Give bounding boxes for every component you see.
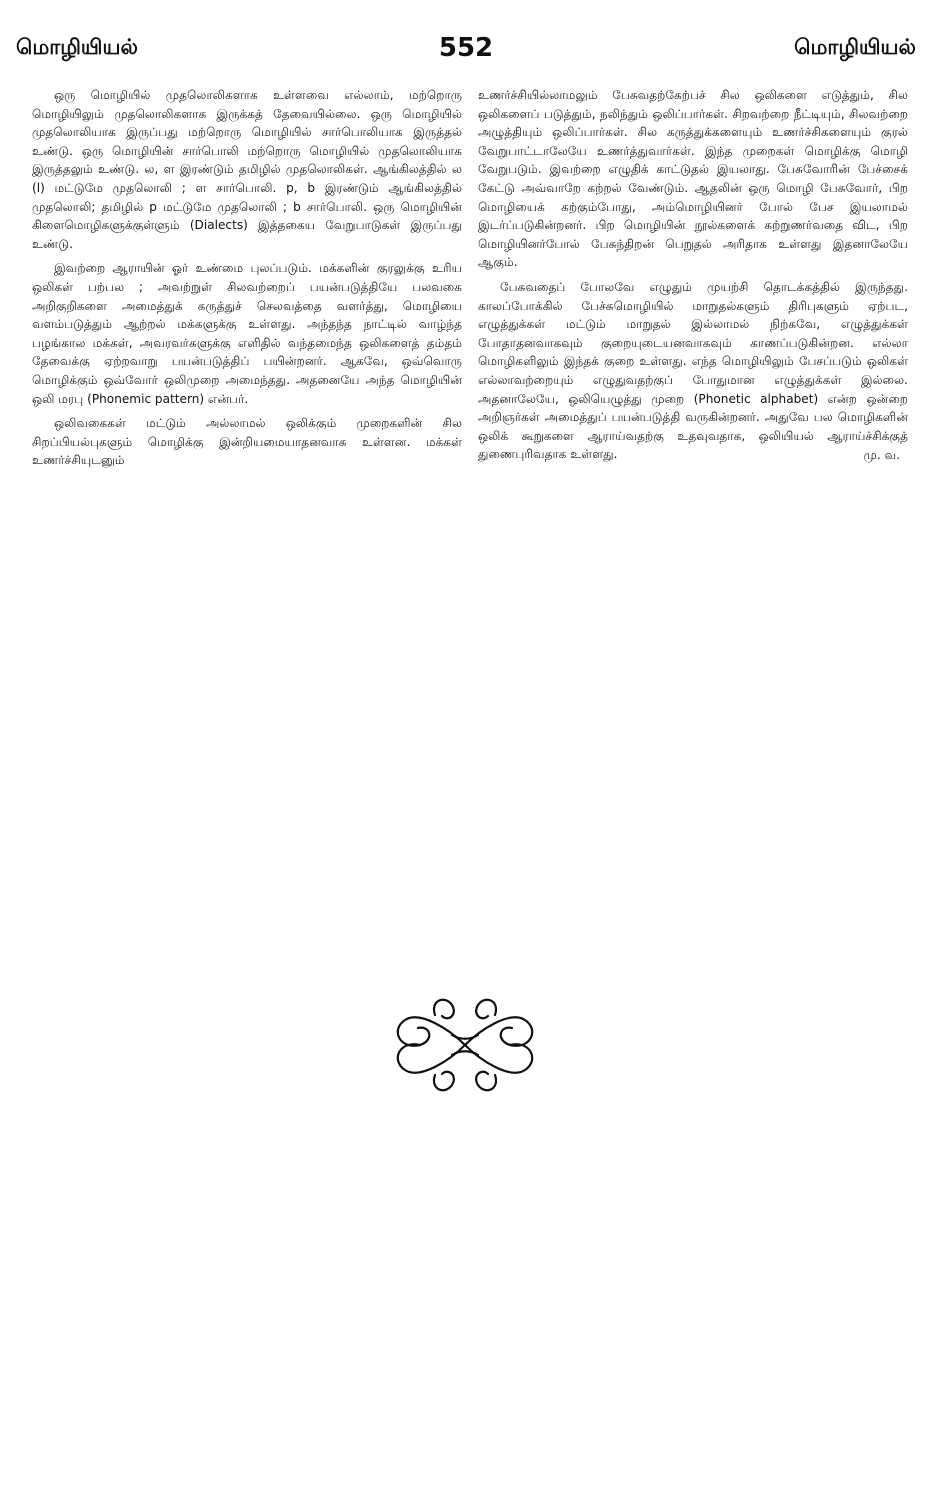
right-paragraph-2: பேசுவதைப் போலவே எழுதும் முயற்சி தொடக்கத்தில் இருந்தது. காலப்போக்கில் பேச்சுமொழியில் மாறுதல்களும் திரிபுகளும் ஏற்பட, எழுத்துக்கள் மட்டும் மாறுதல் இல்லாமல் நிற்கவே, எழுத்துக்கள் போதாதனவாகவும் குறையுடையனவாகவும் காணப்படுகின்றன. எல்லா மொழிகளிலும் இந்தக் குறை உள்ளது. எந்த மொழியிலும் பேசப்படும் ஒலிகள் எல்லாவற்றையும் எழுதுவதற்குப் போதுமான எழுத்துக்கள் இல்லை. அதனாலேயே, ஒலியெழுத்து முறை (Phonetic alphabet) என்ற ஒன்றை அறிஞர்கள் அமைத்துப் பயன்படுத்தி வருகின்றனர். அதுவே பல மொழிகளின் ஒலிக் கூறுகளை ஆராய்வதற்கு உதவுவதாக, ஒலியியல் ஆராய்ச்சிக்குத் துணைபுரிவதாக உள்ளது.: [478, 279, 908, 462]
left-paragraph-2: இவற்றை ஆராயின் ஓர் உண்மை புலப்படும். மக்களின் குரலுக்கு உரிய ஒலிகள் பற்பல ; அவற்றுள் சிலவற்றைப் பயன்படுத்தியே பலவகை அறிகுறிகளை அமைத்துக் கருத்துச் செலவத்தை வளர்த்து, மொழியை வளம்படுத்தும் ஆற்றல் மக்களுக்கு உள்ளது. அந்தந்த நாட்டில் வாழ்ந்த பழங்கால மக்கள், அவரவர்களுக்கு எளிதில் வந்தமைந்த ஒலிகளைத் தம்தம் தேவைக்கு ஏற்றவாறு பயன்படுத்திப் பயின்றனர். ஆகவே, ஒவ்வொரு மொழிக்கும் ஒவ்வோர் ஒலிமுறை அமைந்தது. அதனையே அந்த மொழியின் ஒலி மரபு (Phonemic pattern) என்பர்.: [32, 261, 462, 406]
page-header: [16, 28, 916, 68]
header-left-title: மொழியியல்: [16, 34, 138, 59]
left-column: [32, 86, 462, 476]
floral-ornament-icon: [390, 990, 540, 1100]
header-right-title: மொழியியல்: [794, 34, 916, 59]
author-initials: மு. வ.: [863, 447, 900, 462]
text-columns: [32, 86, 908, 476]
right-column: [478, 86, 908, 476]
right-paragraph-1: உணர்ச்சியில்லாமலும் பேசுவதற்கேற்பச் சில ஒலிகளை எடுத்தும், சில ஒலிகளைப் படுத்தும், நலிந்தும் ஒலிப்பார்கள். சிறவற்றை நீட்டியும், சிலவற்றை அழுத்தியும் ஒலிப்பார்கள். சில கருத்துக்களையும் உணர்ச்சிகளையும் குரல் வேறுபாட்டாலேயே உணர்த்துவார்கள். இந்த முறைகள் மொழிக்கு மொழி வேறுபடும். இவற்றை எழுதிக் காட்டுதல் இயலாது. பேசுவோரின் பேச்சைக் கேட்டு அவ்வாறே கற்றல் வேண்டும். ஆதலின் ஒரு மொழி பேசுவோர், பிற மொழியைக் கற்கும்போது, அம்மொழியினர் போல் பேச இயலாமல் இடர்ப்படுகின்றனர். பிற மொழியின் நூல்களைக் கற்றுணர்வதை விட, பிற மொழியினர்போல் பேசுந்திறன் பெறுதல் அரிதாக உள்ளது இதனாலேயே ஆகும்.: [478, 88, 908, 270]
left-paragraph-3: ஒலிவகைகள் மட்டும் அல்லாமல் ஒலிக்கும் முறைகளின் சில சிறப்பியல்புகளும் மொழிக்கு இன்றியமையாதனவாக உள்ளன. மக்கள் உணர்ச்சியுடனும்: [32, 416, 462, 468]
left-paragraph-1: ஒரு மொழியில் முதலொலிகளாக உள்ளவை எல்லாம், மற்றொரு மொழியிலும் முதலொலிகளாக இருக்கத் தேவையில்லை. ஒரு மொழியில் முதலொலியாக இருப்பது மற்றொரு மொழியில் சார்பொலியாக இருத்தல் உண்டு. ஒரு மொழியின் சார்பொலி மற்றொரு மொழியில் முதலொலியாக இருத்தலும் உண்டு. ல, ள இரண்டும் தமிழில் முதலொலிகள். ஆங்கிலத்தில் ல (l) மட்டுமே முதலொலி ; ள சார்பொலி. p, b இரண்டும் ஆங்கிலத்தில் முதலொலி; தமிழில் p மட்டுமே முதலொலி ; b சார்பொலி. ஒரு மொழியின் கிளைமொழிகளுக்குள்ளும் (Dialects) இத்தகைய வேறுபாடுகள் இருப்பது உண்டு.: [32, 88, 462, 251]
page-number: 552: [438, 33, 494, 63]
